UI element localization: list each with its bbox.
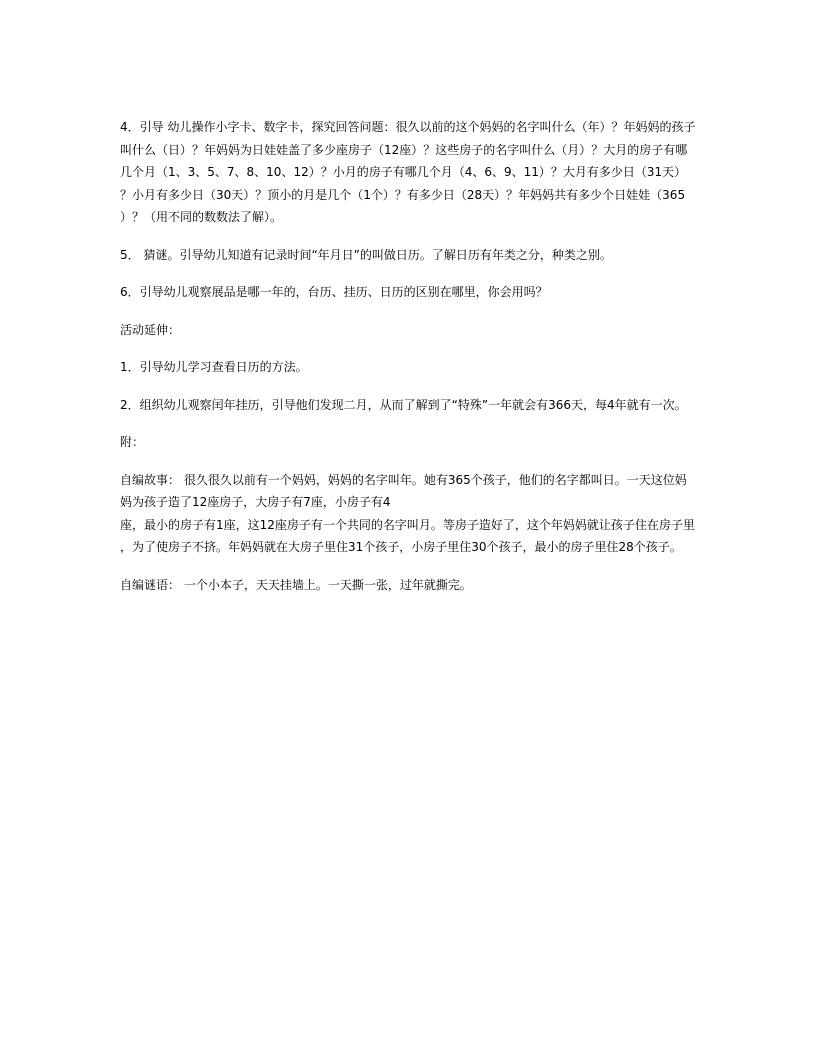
text-line: 自编故事： 很久很久以前有一个妈妈，妈妈的名字叫年。她有365个孩子，他们的名字都叫日。一天这位妈 xyxy=(120,472,687,487)
paragraph-step-6 xyxy=(120,281,696,304)
text-line: 活动延伸： xyxy=(120,322,181,337)
text-line: 6．引导幼儿观察展品是哪一年的，台历、挂历、日历的区别在哪里，你会用吗？ xyxy=(120,285,548,299)
text-line: 几个月（1、3、5、7、8、10、12）？小月的房子有哪几个月（4、6、9、11）？大月有多少日（31天） xyxy=(120,165,687,179)
text-line: 4．引导 幼儿操作小字卡、数字卡，探究回答问题：很久以前的这个妈妈的名字叫什么（年）？年妈妈的孩子 xyxy=(120,120,696,134)
text-line: 座，最小的房子有1座，这12座房子有一个共同的名字叫月。等房子造好了，这个年妈妈就让孩子住在房子里 xyxy=(120,517,695,532)
text-line: 附： xyxy=(120,435,145,449)
paragraph-story xyxy=(120,469,696,559)
section-heading-appendix xyxy=(120,431,696,454)
paragraph-step-4 xyxy=(120,116,696,229)
text-line: 5． 猜谜。引导幼儿知道有记录时间“年月日”的叫做日历。了解日历有年类之分，种类之别。 xyxy=(120,247,612,262)
text-line: 叫什么（日）？年妈妈为日娃娃盖了多少座房子（12座）？这些房子的名字叫什么（月）？大月的房子有哪 xyxy=(120,142,688,157)
text-line: 2．组织幼儿观察闰年挂历，引导他们发现二月，从而了解到了“特殊”一年就会有366天，每4年就有一次。 xyxy=(120,397,687,412)
text-line: ？小月有多少日（30天）？顶小的月是几个（1个）？有多少日（28天）？年妈妈共有多少个日娃娃（365 xyxy=(120,187,686,202)
document-body xyxy=(120,116,696,611)
paragraph-extension-1 xyxy=(120,356,696,379)
paragraph-step-5 xyxy=(120,244,696,267)
text-line: 自编谜语： 一个小本子，天天挂墙上。一天撕一张，过年就撕完。 xyxy=(120,577,472,592)
section-heading-extension xyxy=(120,319,696,342)
text-line: ）？（用不同的数数法了解）。 xyxy=(120,210,283,224)
paragraph-extension-2 xyxy=(120,394,696,417)
text-line: 妈为孩子造了12座房子，大房子有7座，小房子有4 xyxy=(120,495,391,509)
paragraph-riddle xyxy=(120,574,696,597)
text-line: ，为了使房子不挤。年妈妈就在大房子里住31个孩子，小房子里住30个孩子，最小的房子里住28个孩子。 xyxy=(120,540,682,554)
text-line: 1．引导幼儿学习查看日历的方法。 xyxy=(120,360,308,374)
